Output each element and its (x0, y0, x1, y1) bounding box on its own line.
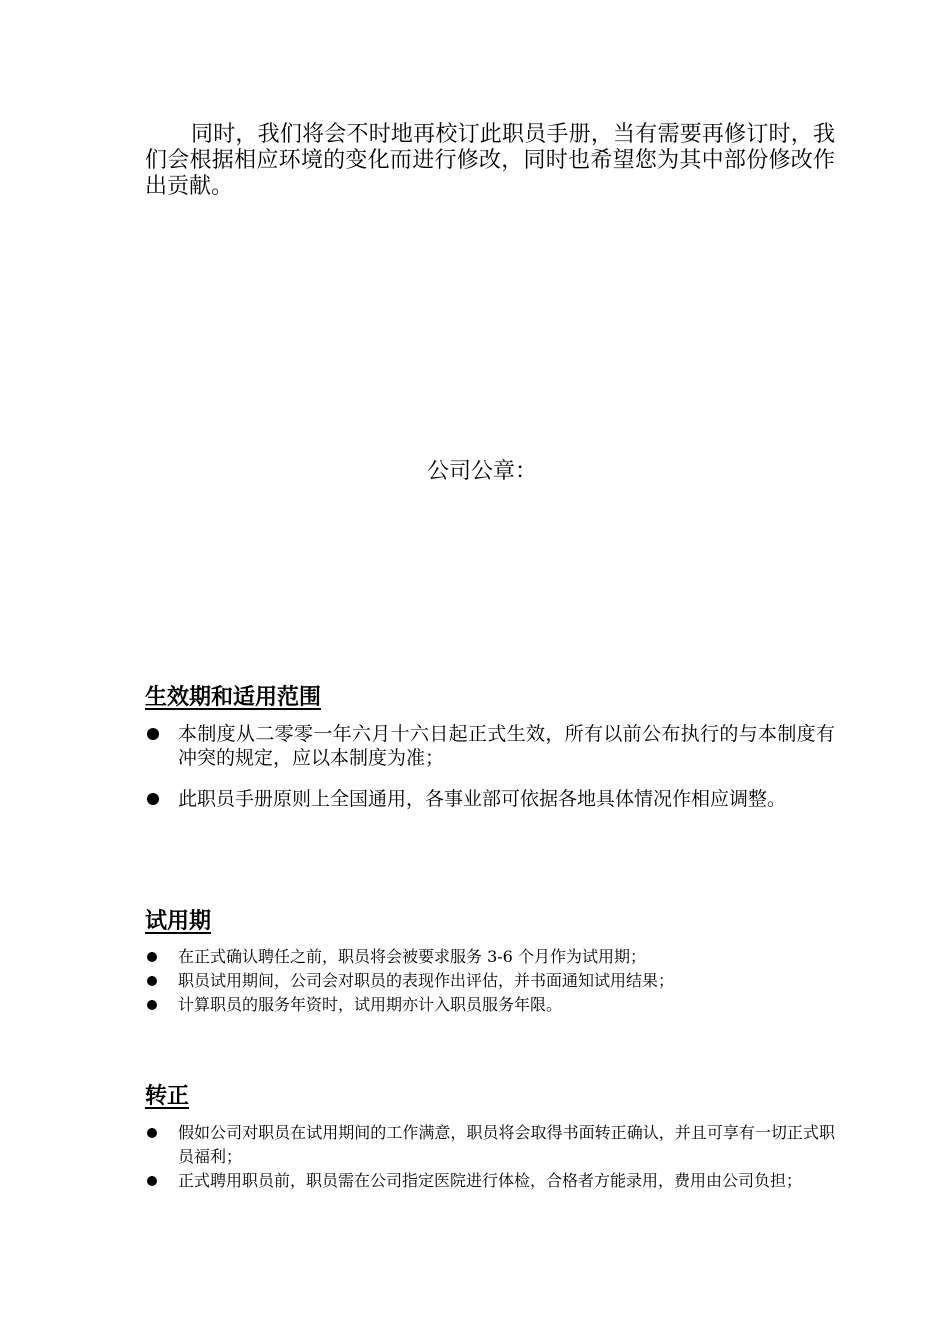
bullet-icon (147, 952, 157, 962)
list-item-text: 正式聘用职员前，职员需在公司指定医院进行体检，合格者方能录用，费用由公司负担； (178, 1171, 803, 1190)
bullet-icon (147, 1000, 157, 1010)
section-title-confirmation: 转正 (145, 1083, 190, 1109)
list-item-text: 此职员手册原则上全国通用，各事业部可依据各地具体情况作相应调整。 (178, 788, 787, 810)
list-item-text: 在正式确认聘任之前，职员将会被要求服务 3-6 个月作为试用期； (178, 947, 646, 966)
bullet-icon (147, 1176, 157, 1186)
list-item (145, 969, 835, 993)
section-title-probation: 试用期 (145, 908, 212, 934)
bullet-icon (147, 976, 157, 986)
list-item (145, 722, 835, 770)
bullet-icon (147, 1128, 157, 1138)
confirmation-list (145, 1121, 835, 1193)
section-title-effective: 生效期和适用范围 (145, 684, 322, 710)
list-item (145, 782, 835, 816)
list-item-text: 计算职员的服务年资时，试用期亦计入职员服务年限。 (178, 995, 563, 1014)
list-item (145, 945, 835, 969)
effective-list (145, 722, 835, 816)
probation-list (145, 945, 835, 1017)
list-item (145, 993, 835, 1017)
intro-paragraph: 同时，我们将会不时地再校订此职员手册，当有需要再修订时，我们会根据相应环境的变化而进行修改，同时也希望您为其中部份修改作出贡献。 (145, 122, 835, 199)
list-item (145, 1121, 835, 1169)
list-item-text: 职员试用期间，公司会对职员的表现作出评估，并书面通知试用结果； (178, 971, 675, 990)
bullet-icon (147, 728, 159, 740)
list-item-text: 假如公司对职员在试用期间的工作满意，职员将会取得书面转正确认，并且可享有一切正式职员福利； (178, 1123, 835, 1166)
list-item (145, 1169, 835, 1193)
list-item-text: 本制度从二零零一年六月十六日起正式生效，所有以前公布执行的与本制度有冲突的规定，应以本制度为准； (178, 723, 835, 769)
company-seal-label: 公司公章： (426, 459, 537, 484)
bullet-icon (147, 793, 159, 805)
